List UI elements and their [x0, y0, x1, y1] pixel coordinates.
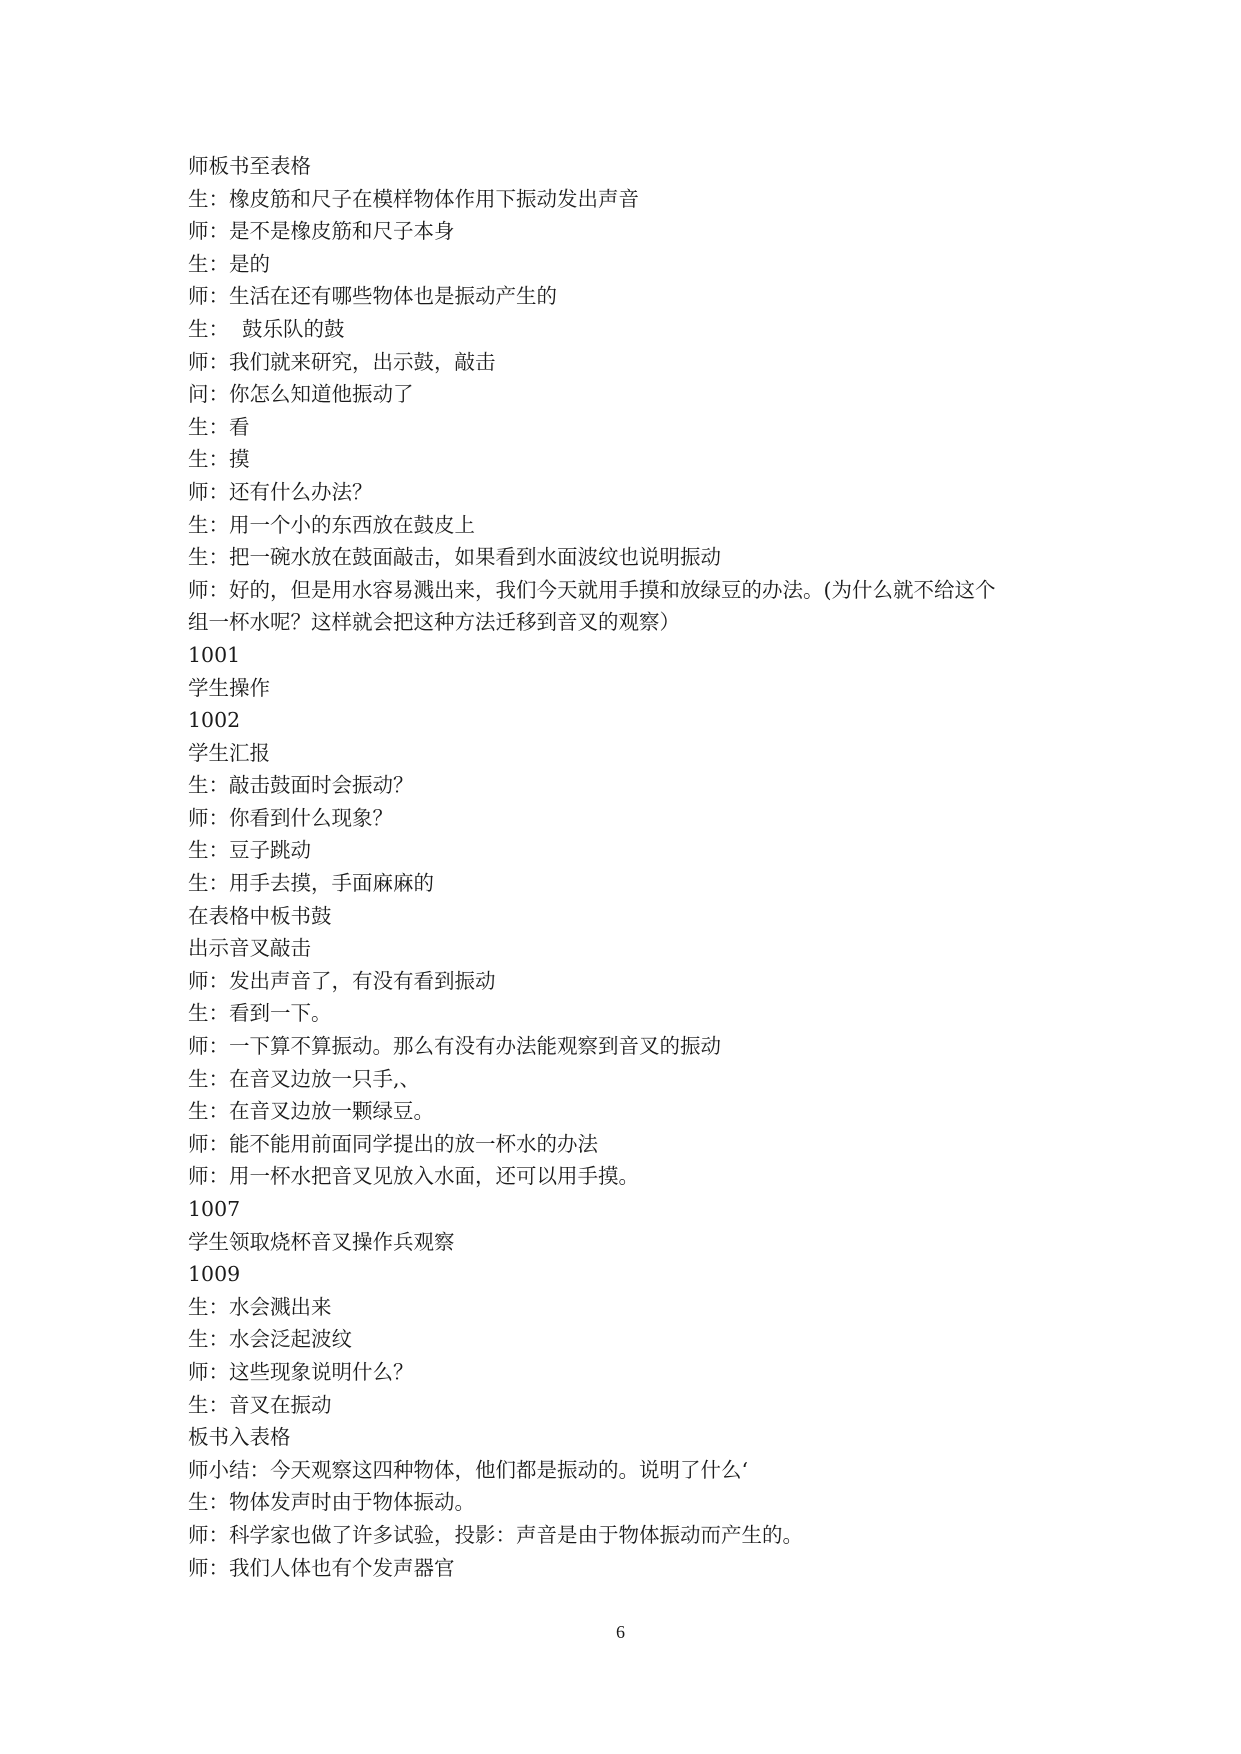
text-line: 生：看到一下。 — [188, 1001, 332, 1026]
text-line: 师：生活在还有哪些物体也是振动产生的 — [188, 284, 557, 309]
text-line: 生：把一碗水放在鼓面敲击，如果看到水面波纹也说明振动 — [188, 545, 721, 570]
text-line: 师：这些现象说明什么？ — [188, 1359, 414, 1384]
text-line: 板书入表格 — [188, 1425, 291, 1450]
text-line: 生：物体发声时由于物体振动。 — [188, 1490, 475, 1515]
timestamp-line: 1007 — [188, 1197, 241, 1221]
text-line: 师：用一杯水把音叉见放入水面，还可以用手摸。 — [188, 1164, 639, 1189]
text-line: 生：橡皮筋和尺子在模样物体作用下振动发出声音 — [188, 186, 639, 211]
page-number: 6 — [616, 1622, 625, 1642]
text-line: 生：摸 — [188, 447, 250, 472]
transcript-body — [188, 150, 1068, 1584]
text-line: 师：发出声音了，有没有看到振动 — [188, 968, 496, 993]
text-line: 生：是的 — [188, 251, 270, 276]
text-line: 师：一下算不算振动。那么有没有办法能观察到音叉的振动 — [188, 1034, 721, 1059]
text-line: 生：在音叉边放一只手,、 — [188, 1066, 421, 1091]
text-line: 生：水会溅出来 — [188, 1294, 332, 1319]
text-line: 师板书至表格 — [188, 154, 311, 178]
text-line: 学生汇报 — [188, 740, 270, 765]
text-line: 生：音叉在振动 — [188, 1392, 332, 1417]
text-line: 师：我们就来研究，出示鼓，敲击 — [188, 349, 496, 374]
text-line: 学生领取烧杯音叉操作兵观察 — [188, 1229, 455, 1254]
text-line: 组一杯水呢？这样就会把这种方法迁移到音叉的观察） — [188, 610, 680, 635]
text-line: 生：敲击鼓面时会振动？ — [188, 773, 414, 798]
timestamp-line: 1009 — [188, 1262, 241, 1287]
text-line: 问：你怎么知道他振动了 — [188, 382, 414, 407]
text-line: 师：还有什么办法？ — [188, 479, 373, 504]
text-line: 师小结：今天观察这四种物体，他们都是振动的。说明了什么‘ — [188, 1457, 749, 1482]
text-line: 学生操作 — [188, 675, 270, 700]
text-line: 出示音叉敲击 — [188, 936, 311, 961]
text-line: 生：豆子跳动 — [188, 838, 311, 863]
text-line: 师：能不能用前面同学提出的放一杯水的办法 — [188, 1131, 598, 1156]
text-line: 生：看 — [188, 414, 250, 439]
text-line: 师：好的，但是用水容易溅出来，我们今天就用手摸和放绿豆的办法。(为什么就不给这个 — [188, 577, 996, 602]
text-line: 师：是不是橡皮筋和尺子本身 — [188, 219, 455, 244]
text-line: 生：在音叉边放一颗绿豆。 — [188, 1099, 434, 1124]
timestamp-line: 1001 — [188, 642, 241, 667]
text-line: 师：你看到什么现象？ — [188, 805, 393, 830]
text-line: 生：用手去摸，手面麻麻的 — [188, 871, 434, 896]
text-line: 生：水会泛起波纹 — [188, 1327, 352, 1352]
text-line: 生： 鼓乐队的鼓 — [188, 316, 345, 341]
text-line: 师：科学家也做了许多试验，投影：声音是由于物体振动而产生的。 — [188, 1522, 803, 1547]
text-line: 生：用一个小的东西放在鼓皮上 — [188, 512, 475, 537]
text-line: 在表格中板书鼓 — [188, 903, 332, 928]
text-line: 师：我们人体也有个发声器官 — [188, 1555, 455, 1580]
timestamp-line: 1002 — [188, 708, 241, 733]
